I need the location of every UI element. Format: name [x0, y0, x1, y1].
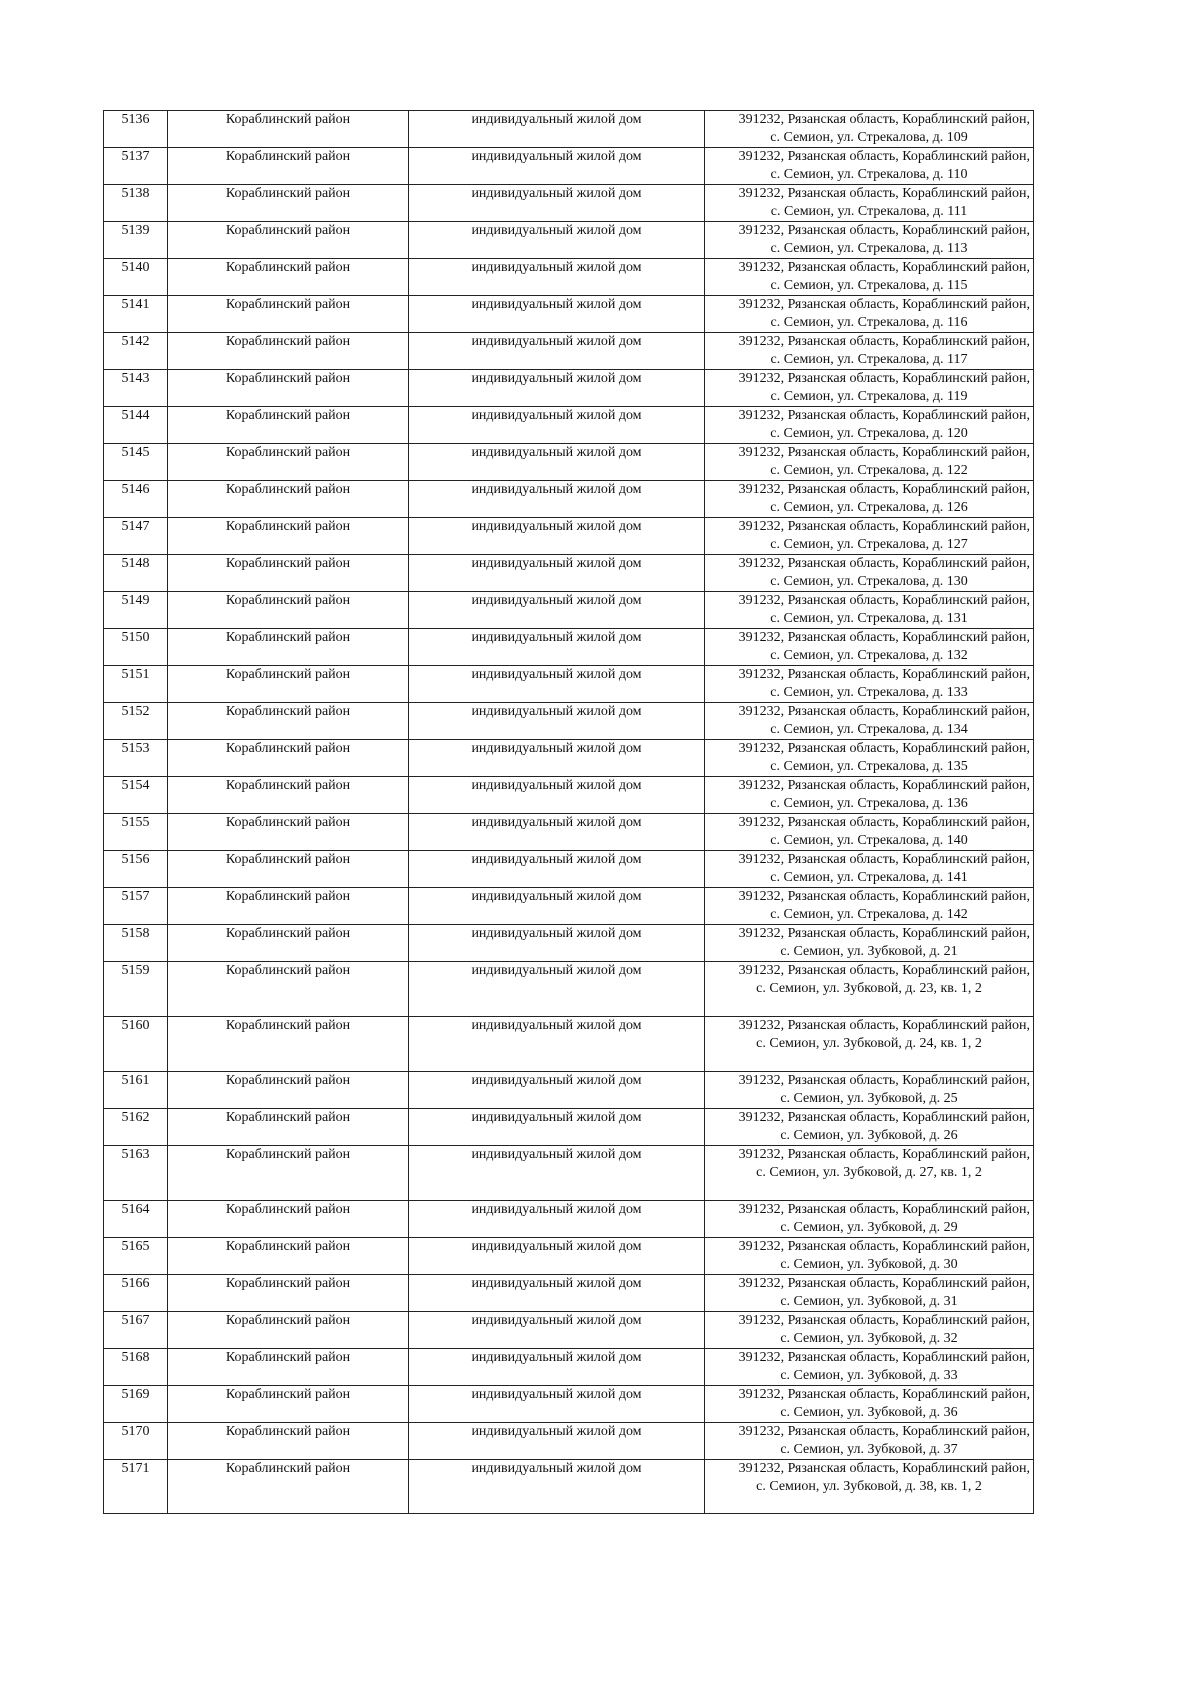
table-row	[104, 1109, 1034, 1146]
address-line-2: с. Семион, ул. Зубковой, д. 23, кв. 1, 2	[756, 981, 982, 996]
district-cell: Кораблинский район	[168, 296, 409, 333]
address-line-2: с. Семион, ул. Зубковой, д. 32	[780, 1331, 958, 1346]
address-cell	[705, 259, 1034, 296]
table-row	[104, 1146, 1034, 1201]
row-number: 5150	[104, 629, 168, 666]
district-cell: Кораблинский район	[168, 703, 409, 740]
address-line-2: с. Семион, ул. Стрекалова, д. 122	[770, 463, 968, 478]
address-cell	[705, 1146, 1034, 1201]
table-row	[104, 962, 1034, 1017]
building-type-cell: индивидуальный жилой дом	[409, 370, 705, 407]
building-type-cell: индивидуальный жилой дом	[409, 148, 705, 185]
address-line-2: с. Семион, ул. Стрекалова, д. 132	[770, 648, 968, 663]
district-cell: Кораблинский район	[168, 740, 409, 777]
table-row	[104, 148, 1034, 185]
table-row	[104, 407, 1034, 444]
row-number: 5144	[104, 407, 168, 444]
row-number: 5153	[104, 740, 168, 777]
district-cell: Кораблинский район	[168, 629, 409, 666]
building-type-cell: индивидуальный жилой дом	[409, 481, 705, 518]
address-line-2: с. Семион, ул. Стрекалова, д. 130	[770, 574, 968, 589]
table-row	[104, 1386, 1034, 1423]
building-type-cell: индивидуальный жилой дом	[409, 629, 705, 666]
row-number: 5169	[104, 1386, 168, 1423]
district-cell: Кораблинский район	[168, 407, 409, 444]
district-cell: Кораблинский район	[168, 1146, 409, 1201]
address-line-2: с. Семион, ул. Стрекалова, д. 134	[770, 722, 968, 737]
address-cell	[705, 629, 1034, 666]
district-cell: Кораблинский район	[168, 1349, 409, 1386]
table-row	[104, 444, 1034, 481]
building-type-cell: индивидуальный жилой дом	[409, 888, 705, 925]
row-number: 5161	[104, 1072, 168, 1109]
district-cell: Кораблинский район	[168, 1072, 409, 1109]
row-number: 5156	[104, 851, 168, 888]
address-line-1: 391232, Рязанская область, Кораблинский район,	[738, 1202, 1030, 1217]
address-cell	[705, 555, 1034, 592]
address-line-1: 391232, Рязанская область, Кораблинский район,	[738, 223, 1030, 238]
address-line-2: с. Семион, ул. Стрекалова, д. 126	[770, 500, 968, 515]
address-line-2: с. Семион, ул. Стрекалова, д. 111	[770, 204, 968, 219]
address-line-1: 391232, Рязанская область, Кораблинский район,	[738, 408, 1030, 423]
table-row	[104, 555, 1034, 592]
row-number: 5162	[104, 1109, 168, 1146]
district-cell: Кораблинский район	[168, 1109, 409, 1146]
address-cell	[705, 666, 1034, 703]
district-cell: Кораблинский район	[168, 481, 409, 518]
address-cell	[705, 481, 1034, 518]
address-line-2: с. Семион, ул. Стрекалова, д. 116	[770, 315, 968, 330]
row-number: 5141	[104, 296, 168, 333]
address-line-2: с. Семион, ул. Стрекалова, д. 110	[770, 167, 968, 182]
address-line-1: 391232, Рязанская область, Кораблинский район,	[738, 667, 1030, 682]
address-line-1: 391232, Рязанская область, Кораблинский район,	[738, 963, 1030, 978]
building-type-cell: индивидуальный жилой дом	[409, 777, 705, 814]
building-type-cell: индивидуальный жилой дом	[409, 333, 705, 370]
building-type-cell: индивидуальный жилой дом	[409, 407, 705, 444]
address-line-1: 391232, Рязанская область, Кораблинский район,	[738, 334, 1030, 349]
address-cell	[705, 518, 1034, 555]
district-cell: Кораблинский район	[168, 851, 409, 888]
row-number: 5159	[104, 962, 168, 1017]
address-cell	[705, 777, 1034, 814]
building-type-cell: индивидуальный жилой дом	[409, 1460, 705, 1514]
table-row	[104, 703, 1034, 740]
district-cell: Кораблинский район	[168, 1238, 409, 1275]
row-number: 5149	[104, 592, 168, 629]
building-type-cell: индивидуальный жилой дом	[409, 814, 705, 851]
table-row	[104, 925, 1034, 962]
district-cell: Кораблинский район	[168, 148, 409, 185]
district-cell: Кораблинский район	[168, 444, 409, 481]
address-line-1: 391232, Рязанская область, Кораблинский район,	[738, 371, 1030, 386]
building-type-cell: индивидуальный жилой дом	[409, 962, 705, 1017]
address-line-1: 391232, Рязанская область, Кораблинский район,	[738, 1350, 1030, 1365]
building-type-cell: индивидуальный жилой дом	[409, 222, 705, 259]
address-line-1: 391232, Рязанская область, Кораблинский район,	[738, 889, 1030, 904]
address-cell	[705, 1386, 1034, 1423]
district-cell: Кораблинский район	[168, 1386, 409, 1423]
building-type-cell: индивидуальный жилой дом	[409, 111, 705, 148]
address-cell	[705, 703, 1034, 740]
address-line-1: 391232, Рязанская область, Кораблинский район,	[738, 260, 1030, 275]
building-type-cell: индивидуальный жилой дом	[409, 185, 705, 222]
address-line-1: 391232, Рязанская область, Кораблинский район,	[738, 1239, 1030, 1254]
table-row	[104, 1460, 1034, 1514]
row-number: 5167	[104, 1312, 168, 1349]
district-cell: Кораблинский район	[168, 333, 409, 370]
table-row	[104, 592, 1034, 629]
address-line-1: 391232, Рязанская область, Кораблинский район,	[738, 1018, 1030, 1033]
address-line-1: 391232, Рязанская область, Кораблинский район,	[738, 445, 1030, 460]
address-line-2: с. Семион, ул. Зубковой, д. 37	[780, 1442, 958, 1457]
address-line-1: 391232, Рязанская область, Кораблинский район,	[738, 1313, 1030, 1328]
district-cell: Кораблинский район	[168, 259, 409, 296]
district-cell: Кораблинский район	[168, 555, 409, 592]
row-number: 5165	[104, 1238, 168, 1275]
row-number: 5148	[104, 555, 168, 592]
row-number: 5158	[104, 925, 168, 962]
building-type-cell: индивидуальный жилой дом	[409, 1109, 705, 1146]
building-type-cell: индивидуальный жилой дом	[409, 1238, 705, 1275]
address-line-1: 391232, Рязанская область, Кораблинский район,	[738, 815, 1030, 830]
address-line-1: 391232, Рязанская область, Кораблинский район,	[738, 741, 1030, 756]
building-type-cell: индивидуальный жилой дом	[409, 1349, 705, 1386]
address-cell	[705, 1238, 1034, 1275]
row-number: 5151	[104, 666, 168, 703]
address-line-1: 391232, Рязанская область, Кораблинский район,	[738, 1387, 1030, 1402]
row-number: 5155	[104, 814, 168, 851]
address-line-2: с. Семион, ул. Стрекалова, д. 136	[770, 796, 968, 811]
address-cell	[705, 1017, 1034, 1072]
row-number: 5145	[104, 444, 168, 481]
address-cell	[705, 740, 1034, 777]
table-row	[104, 370, 1034, 407]
row-number: 5170	[104, 1423, 168, 1460]
district-cell: Кораблинский район	[168, 925, 409, 962]
table-row	[104, 666, 1034, 703]
district-cell: Кораблинский район	[168, 185, 409, 222]
row-number: 5168	[104, 1349, 168, 1386]
address-line-1: 391232, Рязанская область, Кораблинский район,	[738, 482, 1030, 497]
address-line-2: с. Семион, ул. Зубковой, д. 24, кв. 1, 2	[756, 1036, 982, 1051]
row-number: 5157	[104, 888, 168, 925]
address-cell	[705, 222, 1034, 259]
district-cell: Кораблинский район	[168, 518, 409, 555]
row-number: 5166	[104, 1275, 168, 1312]
address-cell	[705, 814, 1034, 851]
address-line-2: с. Семион, ул. Зубковой, д. 27, кв. 1, 2	[756, 1165, 982, 1180]
table-row	[104, 185, 1034, 222]
address-line-2: с. Семион, ул. Стрекалова, д. 127	[770, 537, 968, 552]
address-cell	[705, 370, 1034, 407]
address-line-1: 391232, Рязанская область, Кораблинский район,	[738, 1424, 1030, 1439]
address-cell	[705, 851, 1034, 888]
address-cell	[705, 1349, 1034, 1386]
address-line-1: 391232, Рязанская область, Кораблинский район,	[738, 1147, 1030, 1162]
housing-registry-table	[103, 110, 1034, 1514]
district-cell: Кораблинский район	[168, 666, 409, 703]
table-row	[104, 1072, 1034, 1109]
row-number: 5140	[104, 259, 168, 296]
row-number: 5154	[104, 777, 168, 814]
address-line-2: с. Семион, ул. Зубковой, д. 36	[780, 1405, 958, 1420]
row-number: 5164	[104, 1201, 168, 1238]
table-row	[104, 259, 1034, 296]
row-number: 5147	[104, 518, 168, 555]
address-cell	[705, 333, 1034, 370]
row-number: 5137	[104, 148, 168, 185]
building-type-cell: индивидуальный жилой дом	[409, 1201, 705, 1238]
address-line-1: 391232, Рязанская область, Кораблинский район,	[738, 852, 1030, 867]
row-number: 5163	[104, 1146, 168, 1201]
address-line-1: 391232, Рязанская область, Кораблинский район,	[738, 556, 1030, 571]
building-type-cell: индивидуальный жилой дом	[409, 555, 705, 592]
district-cell: Кораблинский район	[168, 888, 409, 925]
address-line-2: с. Семион, ул. Стрекалова, д. 131	[770, 611, 968, 626]
address-line-1: 391232, Рязанская область, Кораблинский район,	[738, 112, 1030, 127]
table-row	[104, 111, 1034, 148]
table-row	[104, 1312, 1034, 1349]
address-line-2: с. Семион, ул. Стрекалова, д. 135	[770, 759, 968, 774]
district-cell: Кораблинский район	[168, 222, 409, 259]
address-line-2: с. Семион, ул. Стрекалова, д. 142	[770, 907, 968, 922]
building-type-cell: индивидуальный жилой дом	[409, 1386, 705, 1423]
district-cell: Кораблинский район	[168, 592, 409, 629]
table-row	[104, 1349, 1034, 1386]
table-row	[104, 333, 1034, 370]
address-line-1: 391232, Рязанская область, Кораблинский район,	[738, 926, 1030, 941]
row-number: 5146	[104, 481, 168, 518]
district-cell: Кораблинский район	[168, 370, 409, 407]
building-type-cell: индивидуальный жилой дом	[409, 444, 705, 481]
address-line-2: с. Семион, ул. Стрекалова, д. 140	[770, 833, 968, 848]
address-cell	[705, 407, 1034, 444]
building-type-cell: индивидуальный жилой дом	[409, 296, 705, 333]
address-line-1: 391232, Рязанская область, Кораблинский район,	[738, 1073, 1030, 1088]
building-type-cell: индивидуальный жилой дом	[409, 925, 705, 962]
address-line-2: с. Семион, ул. Стрекалова, д. 141	[770, 870, 968, 885]
table-row	[104, 222, 1034, 259]
table-row	[104, 1238, 1034, 1275]
address-cell	[705, 1423, 1034, 1460]
address-line-1: 391232, Рязанская область, Кораблинский район,	[738, 778, 1030, 793]
address-line-1: 391232, Рязанская область, Кораблинский район,	[738, 593, 1030, 608]
address-line-1: 391232, Рязанская область, Кораблинский район,	[738, 1461, 1030, 1476]
district-cell: Кораблинский район	[168, 962, 409, 1017]
row-number: 5160	[104, 1017, 168, 1072]
building-type-cell: индивидуальный жилой дом	[409, 592, 705, 629]
table-row	[104, 851, 1034, 888]
address-cell	[705, 1072, 1034, 1109]
row-number: 5152	[104, 703, 168, 740]
address-line-1: 391232, Рязанская область, Кораблинский район,	[738, 1276, 1030, 1291]
address-cell	[705, 888, 1034, 925]
address-line-2: с. Семион, ул. Зубковой, д. 25	[780, 1091, 958, 1106]
row-number: 5138	[104, 185, 168, 222]
table-row	[104, 740, 1034, 777]
table-row	[104, 1423, 1034, 1460]
address-line-1: 391232, Рязанская область, Кораблинский район,	[738, 519, 1030, 534]
row-number: 5142	[104, 333, 168, 370]
table-row	[104, 518, 1034, 555]
address-line-2: с. Семион, ул. Зубковой, д. 31	[780, 1294, 958, 1309]
building-type-cell: индивидуальный жилой дом	[409, 740, 705, 777]
district-cell: Кораблинский район	[168, 777, 409, 814]
row-number: 5136	[104, 111, 168, 148]
address-cell	[705, 1109, 1034, 1146]
table-row	[104, 296, 1034, 333]
address-line-2: с. Семион, ул. Стрекалова, д. 115	[770, 278, 968, 293]
district-cell: Кораблинский район	[168, 1275, 409, 1312]
address-line-1: 391232, Рязанская область, Кораблинский район,	[738, 630, 1030, 645]
table-row	[104, 1201, 1034, 1238]
row-number: 5139	[104, 222, 168, 259]
address-line-1: 391232, Рязанская область, Кораблинский район,	[738, 704, 1030, 719]
address-cell	[705, 925, 1034, 962]
row-number: 5143	[104, 370, 168, 407]
building-type-cell: индивидуальный жилой дом	[409, 1423, 705, 1460]
address-line-1: 391232, Рязанская область, Кораблинский район,	[738, 297, 1030, 312]
address-line-2: с. Семион, ул. Зубковой, д. 38, кв. 1, 2	[756, 1479, 982, 1494]
building-type-cell: индивидуальный жилой дом	[409, 518, 705, 555]
building-type-cell: индивидуальный жилой дом	[409, 1275, 705, 1312]
address-cell	[705, 185, 1034, 222]
building-type-cell: индивидуальный жилой дом	[409, 1146, 705, 1201]
address-line-2: с. Семион, ул. Стрекалова, д. 117	[770, 352, 968, 367]
table-row	[104, 1017, 1034, 1072]
table-row	[104, 777, 1034, 814]
district-cell: Кораблинский район	[168, 1201, 409, 1238]
address-line-2: с. Семион, ул. Зубковой, д. 21	[780, 944, 958, 959]
address-line-2: с. Семион, ул. Стрекалова, д. 109	[770, 130, 968, 145]
address-line-2: с. Семион, ул. Зубковой, д. 33	[780, 1368, 958, 1383]
address-cell	[705, 1460, 1034, 1514]
table-row	[104, 629, 1034, 666]
district-cell: Кораблинский район	[168, 1460, 409, 1514]
building-type-cell: индивидуальный жилой дом	[409, 666, 705, 703]
address-line-2: с. Семион, ул. Зубковой, д. 29	[780, 1220, 958, 1235]
building-type-cell: индивидуальный жилой дом	[409, 851, 705, 888]
table-row	[104, 481, 1034, 518]
district-cell: Кораблинский район	[168, 1423, 409, 1460]
building-type-cell: индивидуальный жилой дом	[409, 1072, 705, 1109]
address-cell	[705, 111, 1034, 148]
address-line-2: с. Семион, ул. Стрекалова, д. 133	[770, 685, 968, 700]
row-number: 5171	[104, 1460, 168, 1514]
address-line-1: 391232, Рязанская область, Кораблинский район,	[738, 1110, 1030, 1125]
district-cell: Кораблинский район	[168, 1312, 409, 1349]
address-cell	[705, 1275, 1034, 1312]
address-line-1: 391232, Рязанская область, Кораблинский район,	[738, 186, 1030, 201]
table-row	[104, 1275, 1034, 1312]
building-type-cell: индивидуальный жилой дом	[409, 1312, 705, 1349]
address-line-1: 391232, Рязанская область, Кораблинский район,	[738, 149, 1030, 164]
address-line-2: с. Семион, ул. Зубковой, д. 26	[780, 1128, 958, 1143]
table-row	[104, 814, 1034, 851]
district-cell: Кораблинский район	[168, 814, 409, 851]
address-line-2: с. Семион, ул. Зубковой, д. 30	[780, 1257, 958, 1272]
district-cell: Кораблинский район	[168, 111, 409, 148]
building-type-cell: индивидуальный жилой дом	[409, 1017, 705, 1072]
address-cell	[705, 148, 1034, 185]
address-line-2: с. Семион, ул. Стрекалова, д. 113	[770, 241, 968, 256]
address-line-2: с. Семион, ул. Стрекалова, д. 120	[770, 426, 968, 441]
district-cell: Кораблинский район	[168, 1017, 409, 1072]
building-type-cell: индивидуальный жилой дом	[409, 259, 705, 296]
address-line-2: с. Семион, ул. Стрекалова, д. 119	[770, 389, 968, 404]
address-cell	[705, 1312, 1034, 1349]
address-cell	[705, 592, 1034, 629]
building-type-cell: индивидуальный жилой дом	[409, 703, 705, 740]
address-cell	[705, 444, 1034, 481]
address-cell	[705, 296, 1034, 333]
address-cell	[705, 962, 1034, 1017]
table-row	[104, 888, 1034, 925]
address-cell	[705, 1201, 1034, 1238]
